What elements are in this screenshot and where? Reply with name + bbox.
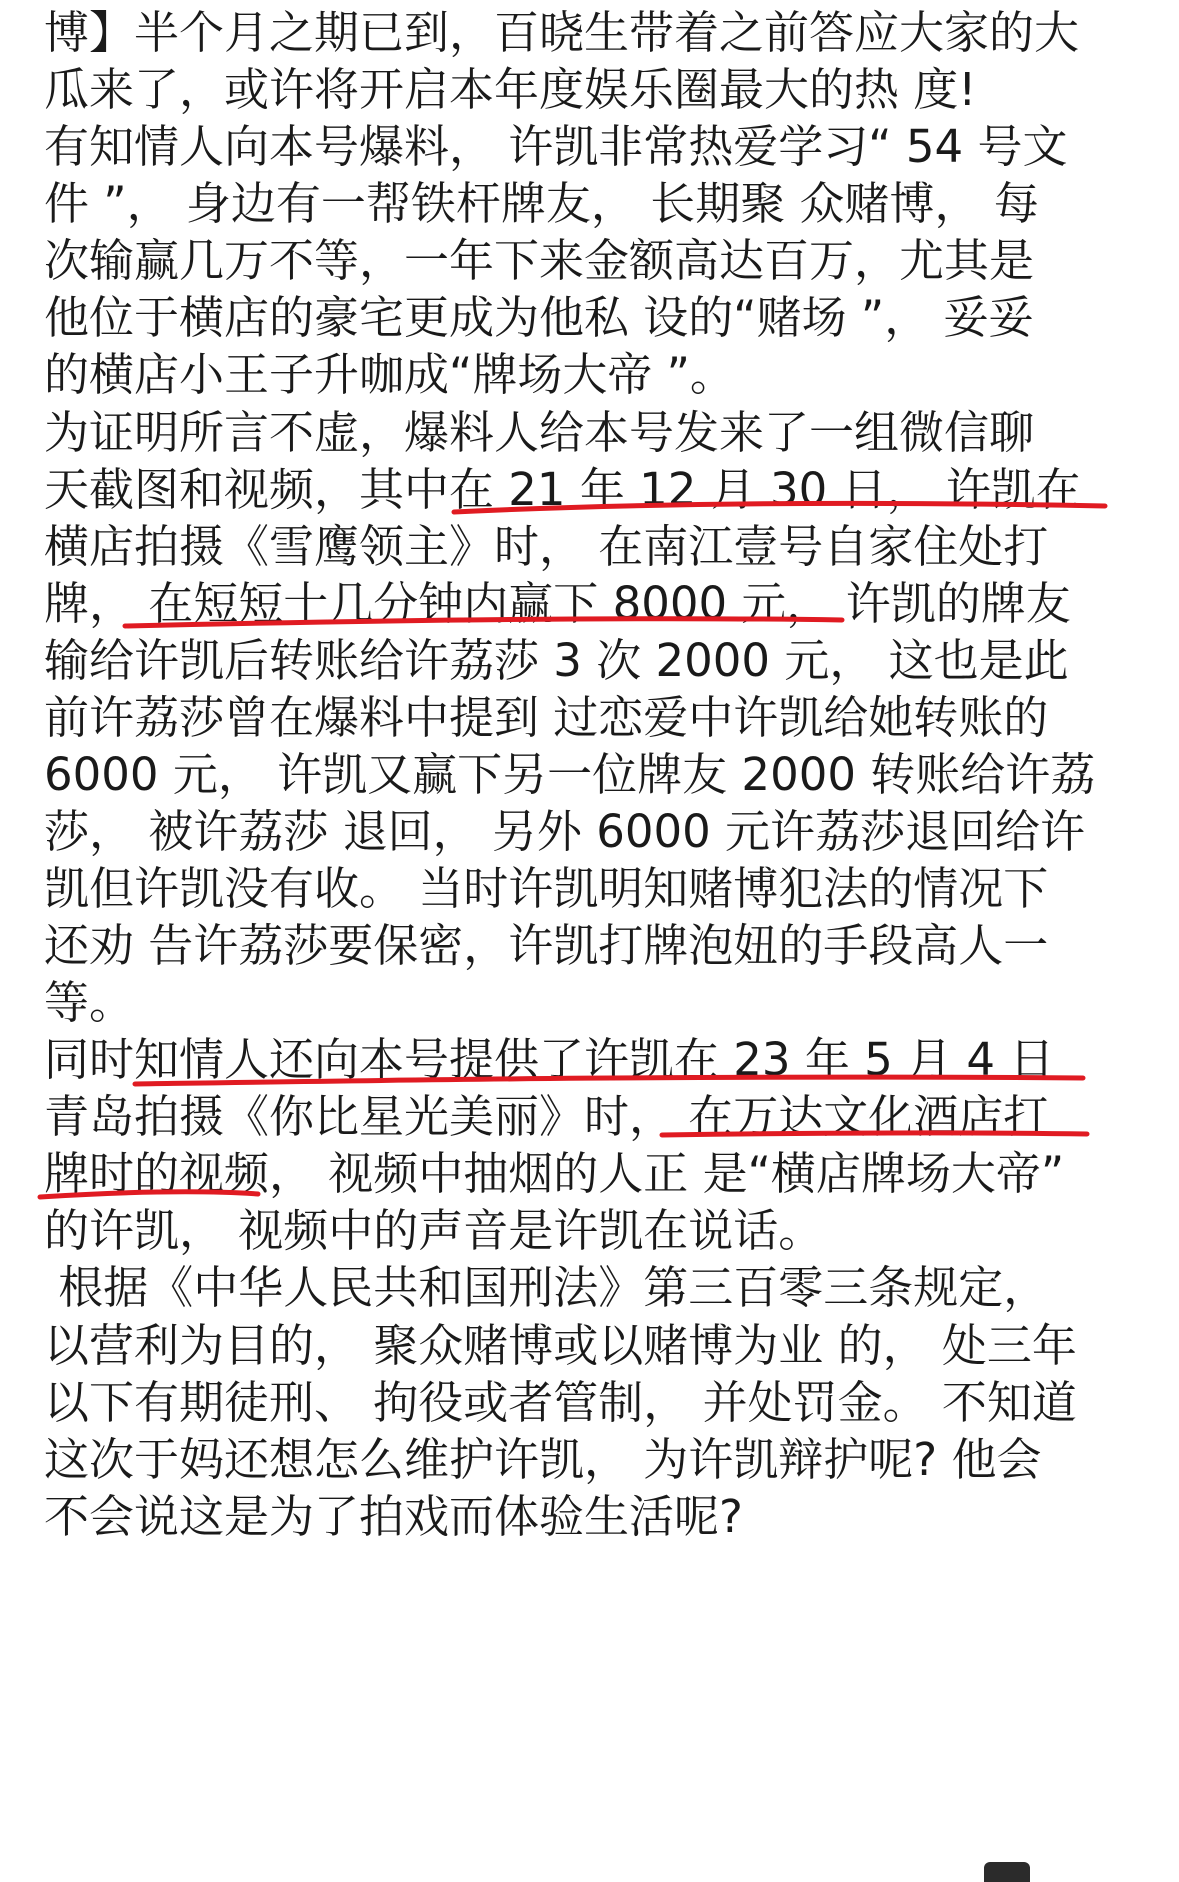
text-line: 天截图和视频，其中在 21 年 12 月 30 日， 许凯在 [44, 463, 1081, 516]
text-line: 牌， 在短短十几分钟内赢下 8000 元， 许凯的牌友 [44, 577, 1071, 630]
text-line: 以营利为目的， 聚众赌博或以赌博为业 的， 处三年 [44, 1319, 1077, 1372]
text-line: 前许荔莎曾在爆料中提到 过恋爱中许凯给她转账的 [44, 691, 1049, 744]
text-line: 有知情人向本号爆料， 许凯非常热爱学习“ 54 号文 [44, 120, 1068, 173]
text-line: 凯但许凯没有收。 当时许凯明知赌博犯法的情况下 [44, 862, 1049, 915]
text-line: 他位于横店的豪宅更成为他私 设的“赌场 ”， 妥妥 [44, 291, 1034, 344]
text-line: 为证明所言不虚，爆料人给本号发来了一组微信聊 [44, 406, 1035, 459]
text-line: 同时知情人还向本号提供了许凯在 23 年 5 月 4 日 [44, 1033, 1055, 1086]
text-line: 件 ”， 身边有一帮铁杆牌友， 长期聚 众赌博， 每 [44, 177, 1039, 230]
text-line: 这次于妈还想怎么维护许凯， 为许凯辩护呢? 他会 [44, 1433, 1042, 1486]
text-line: 青岛拍摄《你比星光美丽》时， 在万达文化酒店打 [44, 1090, 1049, 1143]
text-line: 博】半个月之期已到，百晓生带着之前答应大家的大 [44, 6, 1080, 59]
text-line: 6000 元， 许凯又赢下另一位牌友 2000 转账给许荔 [44, 748, 1096, 801]
text-line: 横店拍摄《雪鹰领主》时， 在南江壹号自家住处打 [44, 520, 1049, 573]
text-line: 输给许凯后转账给许荔莎 3 次 2000 元， 这也是此 [44, 634, 1069, 687]
text-line: 根据《中华人民共和国刑法》第三百零三条规定， [44, 1261, 1049, 1314]
text-line: 的许凯， 视频中的声音是许凯在说话。 [44, 1204, 824, 1257]
text-line: 瓜来了，或许将开启本年度娱乐圈最大的热 度! [44, 63, 977, 116]
text-line: 牌时的视频， 视频中抽烟的人正 是“横店牌场大帝” [44, 1147, 1065, 1200]
text-line: 的横店小王子升咖成“牌场大帝 ”。 [44, 348, 735, 401]
thumbnail-corner [984, 1862, 1030, 1882]
text-line: 还劝 告许荔莎要保密，许凯打牌泡妞的手段高人一 [44, 919, 1049, 972]
text-line: 以下有期徒刑、 拘役或者管制， 并处罚金。 不知道 [44, 1376, 1077, 1429]
text-line: 不会说这是为了拍戏而体验生活呢? [44, 1490, 743, 1543]
text-line: 等。 [44, 976, 135, 1029]
text-line: 次输赢几万不等，一年下来金额高达百万，尤其是 [44, 234, 1035, 287]
text-line: 莎， 被许荔莎 退回， 另外 6000 元许荔莎退回给许 [44, 805, 1086, 858]
